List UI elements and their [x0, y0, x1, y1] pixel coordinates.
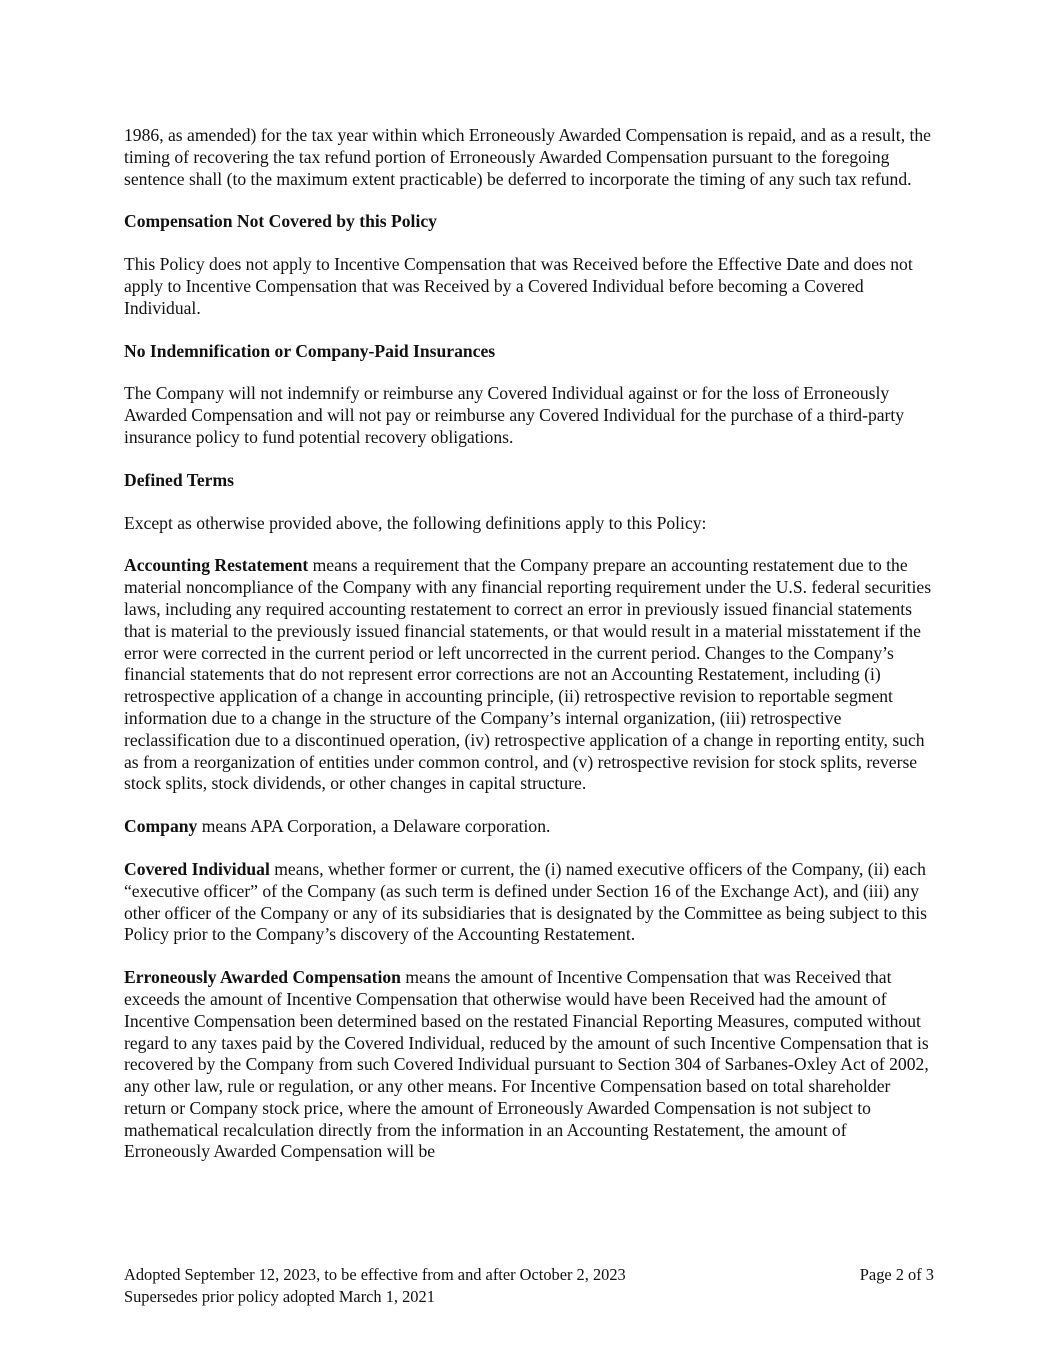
definition-text: means, whether former or current, the (i) named executive officers of the Company, (ii) each “executive officer” of the Company (as such term is defined under Section 16 of the Exchange Act), and (iii) any other officer of the Company or any of its subsidiaries that is designated by the Committee as being subject to this Policy prior to the Company’s discovery of the Accounting Restatement.	[124, 858, 927, 945]
section-heading-not-covered: Compensation Not Covered by this Policy	[124, 211, 437, 232]
section-heading-defined-terms: Defined Terms	[124, 469, 234, 490]
section-heading-no-indemnification: No Indemnification or Company-Paid Insurances	[124, 340, 496, 361]
defined-terms-intro: Except as otherwise provided above, the following definitions apply to this Policy:	[124, 512, 707, 533]
adoption-note: Adopted September 12, 2023, to be effective from and after October 2, 2023	[124, 1265, 626, 1284]
definition-term: Erroneously Awarded Compensation	[124, 967, 401, 988]
definition-text: means the amount of Incentive Compensation that was Received that exceeds the amount of Incentive Compensation that otherwise would have been Received had the amount of Incentive Compensation been determined based on the restated Financial Reporting Measures, computed without regard to any taxes paid by the Covered Individual, reduced by the amount of such Incentive Compensation that is recovered by the Company from such Covered Individual pursuant to Section 304 of Sarbanes-Oxley Act of 2002, any other law, rule or regulation, or any other means. For Incentive Compensation based on total shareholder return or Company stock price, where the amount of Erroneously Awarded Compensation is not subject to mathematical recalculation directly from the information in an Accounting Restatement, the amount of Erroneously Awarded Compensation will be	[124, 967, 929, 1162]
definition-term: Accounting Restatement	[124, 555, 309, 576]
page-footer	[124, 1264, 934, 1307]
supersedes-note: Supersedes prior policy adopted March 1, 2021	[124, 1286, 435, 1306]
definition-text: means a requirement that the Company prepare an accounting restatement due to the material noncompliance of the Company with any financial reporting requirement under the U.S. federal securities laws, including any required accounting restatement to correct an error in previously issued financial statements that is material to the previously issued financial statements, or that would result in a material misstatement if the error were corrected in the current period or left uncorrected in the current period. Changes to the Company’s financial statements that do not represent error corrections are not an Accounting Restatement, including (i) retrospective application of a change in accounting principle, (ii) retrospective revision to reportable segment information due to a change in the structure of the Company’s internal organization, (iii) retrospective reclassification due to a discontinued operation, (iv) retrospective application of a change in reporting entity, such as from a reorganization of entities under common control, and (v) retrospective revision for stock splits, reverse stock splits, stock dividends, or other changes in capital structure.	[124, 555, 932, 794]
definition-accounting-restatement	[124, 555, 934, 795]
definition-company	[124, 816, 934, 838]
definition-term: Covered Individual	[124, 858, 270, 879]
footer-first-line	[124, 1264, 934, 1286]
definition-covered-individual	[124, 859, 934, 946]
intro-paragraph: 1986, as amended) for the tax year within which Erroneously Awarded Compensation is repaid, and as a result, the timing of recovering the tax refund portion of Erroneously Awarded Compensation pursuant to the foregoing sentence shall (to the maximum extent practicable) be deferred to incorporate the timing of any such tax refund.	[124, 125, 931, 189]
no-indemnification-paragraph: The Company will not indemnify or reimburse any Covered Individual against or for the loss of Erroneously Awarded Compensation and will not pay or reimburse any Covered Individual for the purchase of a third-party insurance policy to fund potential recovery obligations.	[124, 383, 905, 447]
page-number: Page 2 of 3	[859, 1265, 934, 1284]
not-covered-paragraph: This Policy does not apply to Incentive Compensation that was Received before the Effective Date and does not apply to Incentive Compensation that was Received by a Covered Individual before becoming a Covered Individual.	[124, 254, 913, 318]
definition-term: Company	[124, 816, 198, 837]
definition-text: means APA Corporation, a Delaware corporation.	[197, 816, 551, 837]
definition-erroneously-awarded-compensation	[124, 967, 934, 1163]
document-body	[124, 125, 934, 1184]
